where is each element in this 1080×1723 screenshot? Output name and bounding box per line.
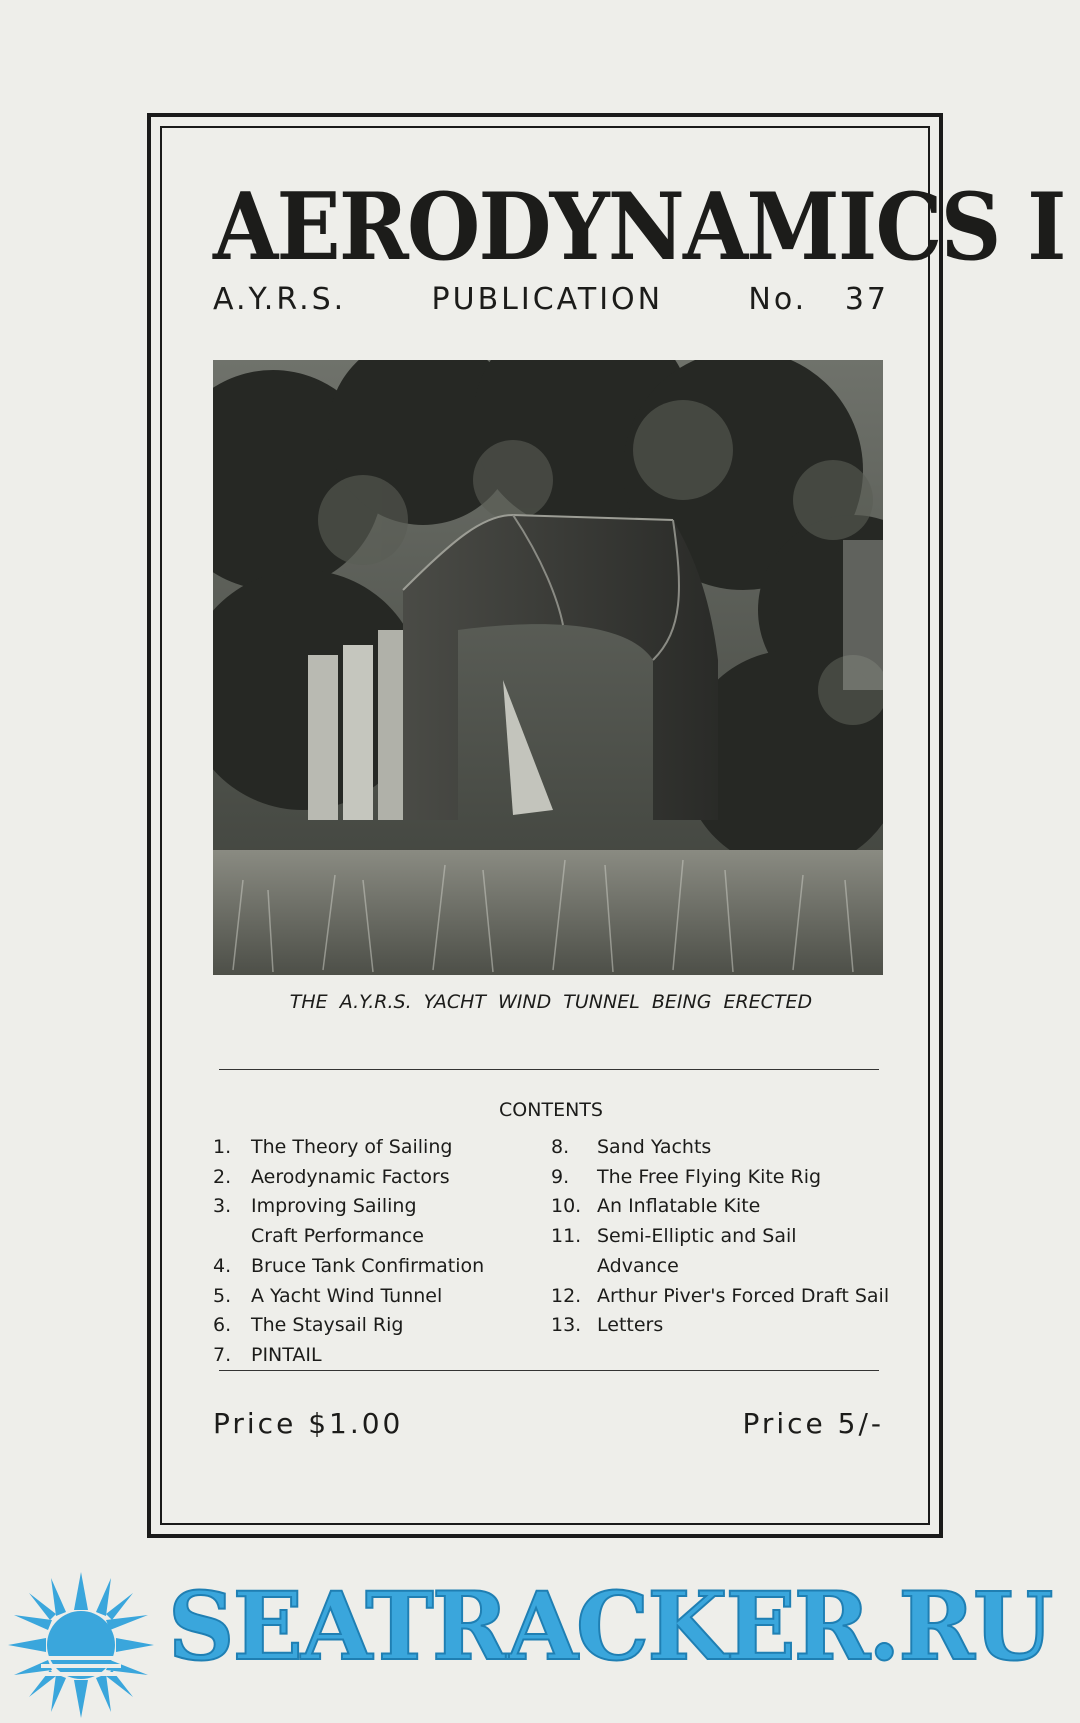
- toc-item: 8. Sand Yachts: [551, 1136, 712, 1158]
- price-dollars: Price $1.00: [213, 1407, 404, 1440]
- price-shillings: Price 5/-: [742, 1407, 884, 1440]
- cover-border: [147, 113, 1065, 1538]
- publication-number: No. 37: [748, 282, 889, 317]
- toc-item: 7. PINTAIL: [213, 1343, 322, 1366]
- divider-top: [219, 1069, 879, 1070]
- sun-icon: [6, 1570, 156, 1720]
- toc-item: 6. The Staysail Rig: [213, 1314, 404, 1337]
- cover-photo: [213, 360, 883, 975]
- toc-item: 9. The Free Flying Kite Rig: [551, 1165, 822, 1188]
- org-name: A.Y.R.S.: [213, 282, 347, 317]
- toc-item: 13. Letters: [551, 1314, 664, 1337]
- contents-heading: CONTENTS: [499, 1099, 603, 1121]
- toc-item: 1. The Theory of Sailing: [213, 1136, 453, 1158]
- toc-item: 2. Aerodynamic Factors: [213, 1165, 450, 1188]
- publication-label: PUBLICATION: [431, 282, 664, 317]
- toc-item: 10. An Inflatable Kite: [551, 1195, 761, 1218]
- cover-title: AERODYNAMICS I: [213, 172, 1065, 281]
- toc-item: 3. Improving Sailing Craft Performance: [213, 1195, 424, 1248]
- photo-caption: THE A.Y.R.S. YACHT WIND TUNNEL BEING ERECTED: [289, 991, 813, 1013]
- watermark: [0, 1560, 1080, 1720]
- toc-item: 12. Arthur Piver's Forced Draft Sail: [551, 1284, 890, 1307]
- publication-line: [213, 282, 889, 317]
- toc-item: 4. Bruce Tank Confirmation: [213, 1254, 485, 1277]
- watermark-text: SEATRACKER.RU: [168, 1572, 1052, 1682]
- contents-list-left: [213, 1133, 513, 1371]
- toc-item: 11. Semi-Elliptic and Sail Advance: [551, 1225, 797, 1277]
- toc-item: 5. A Yacht Wind Tunnel: [213, 1284, 443, 1307]
- contents-list-right: [551, 1133, 891, 1341]
- divider-bottom: [219, 1370, 879, 1371]
